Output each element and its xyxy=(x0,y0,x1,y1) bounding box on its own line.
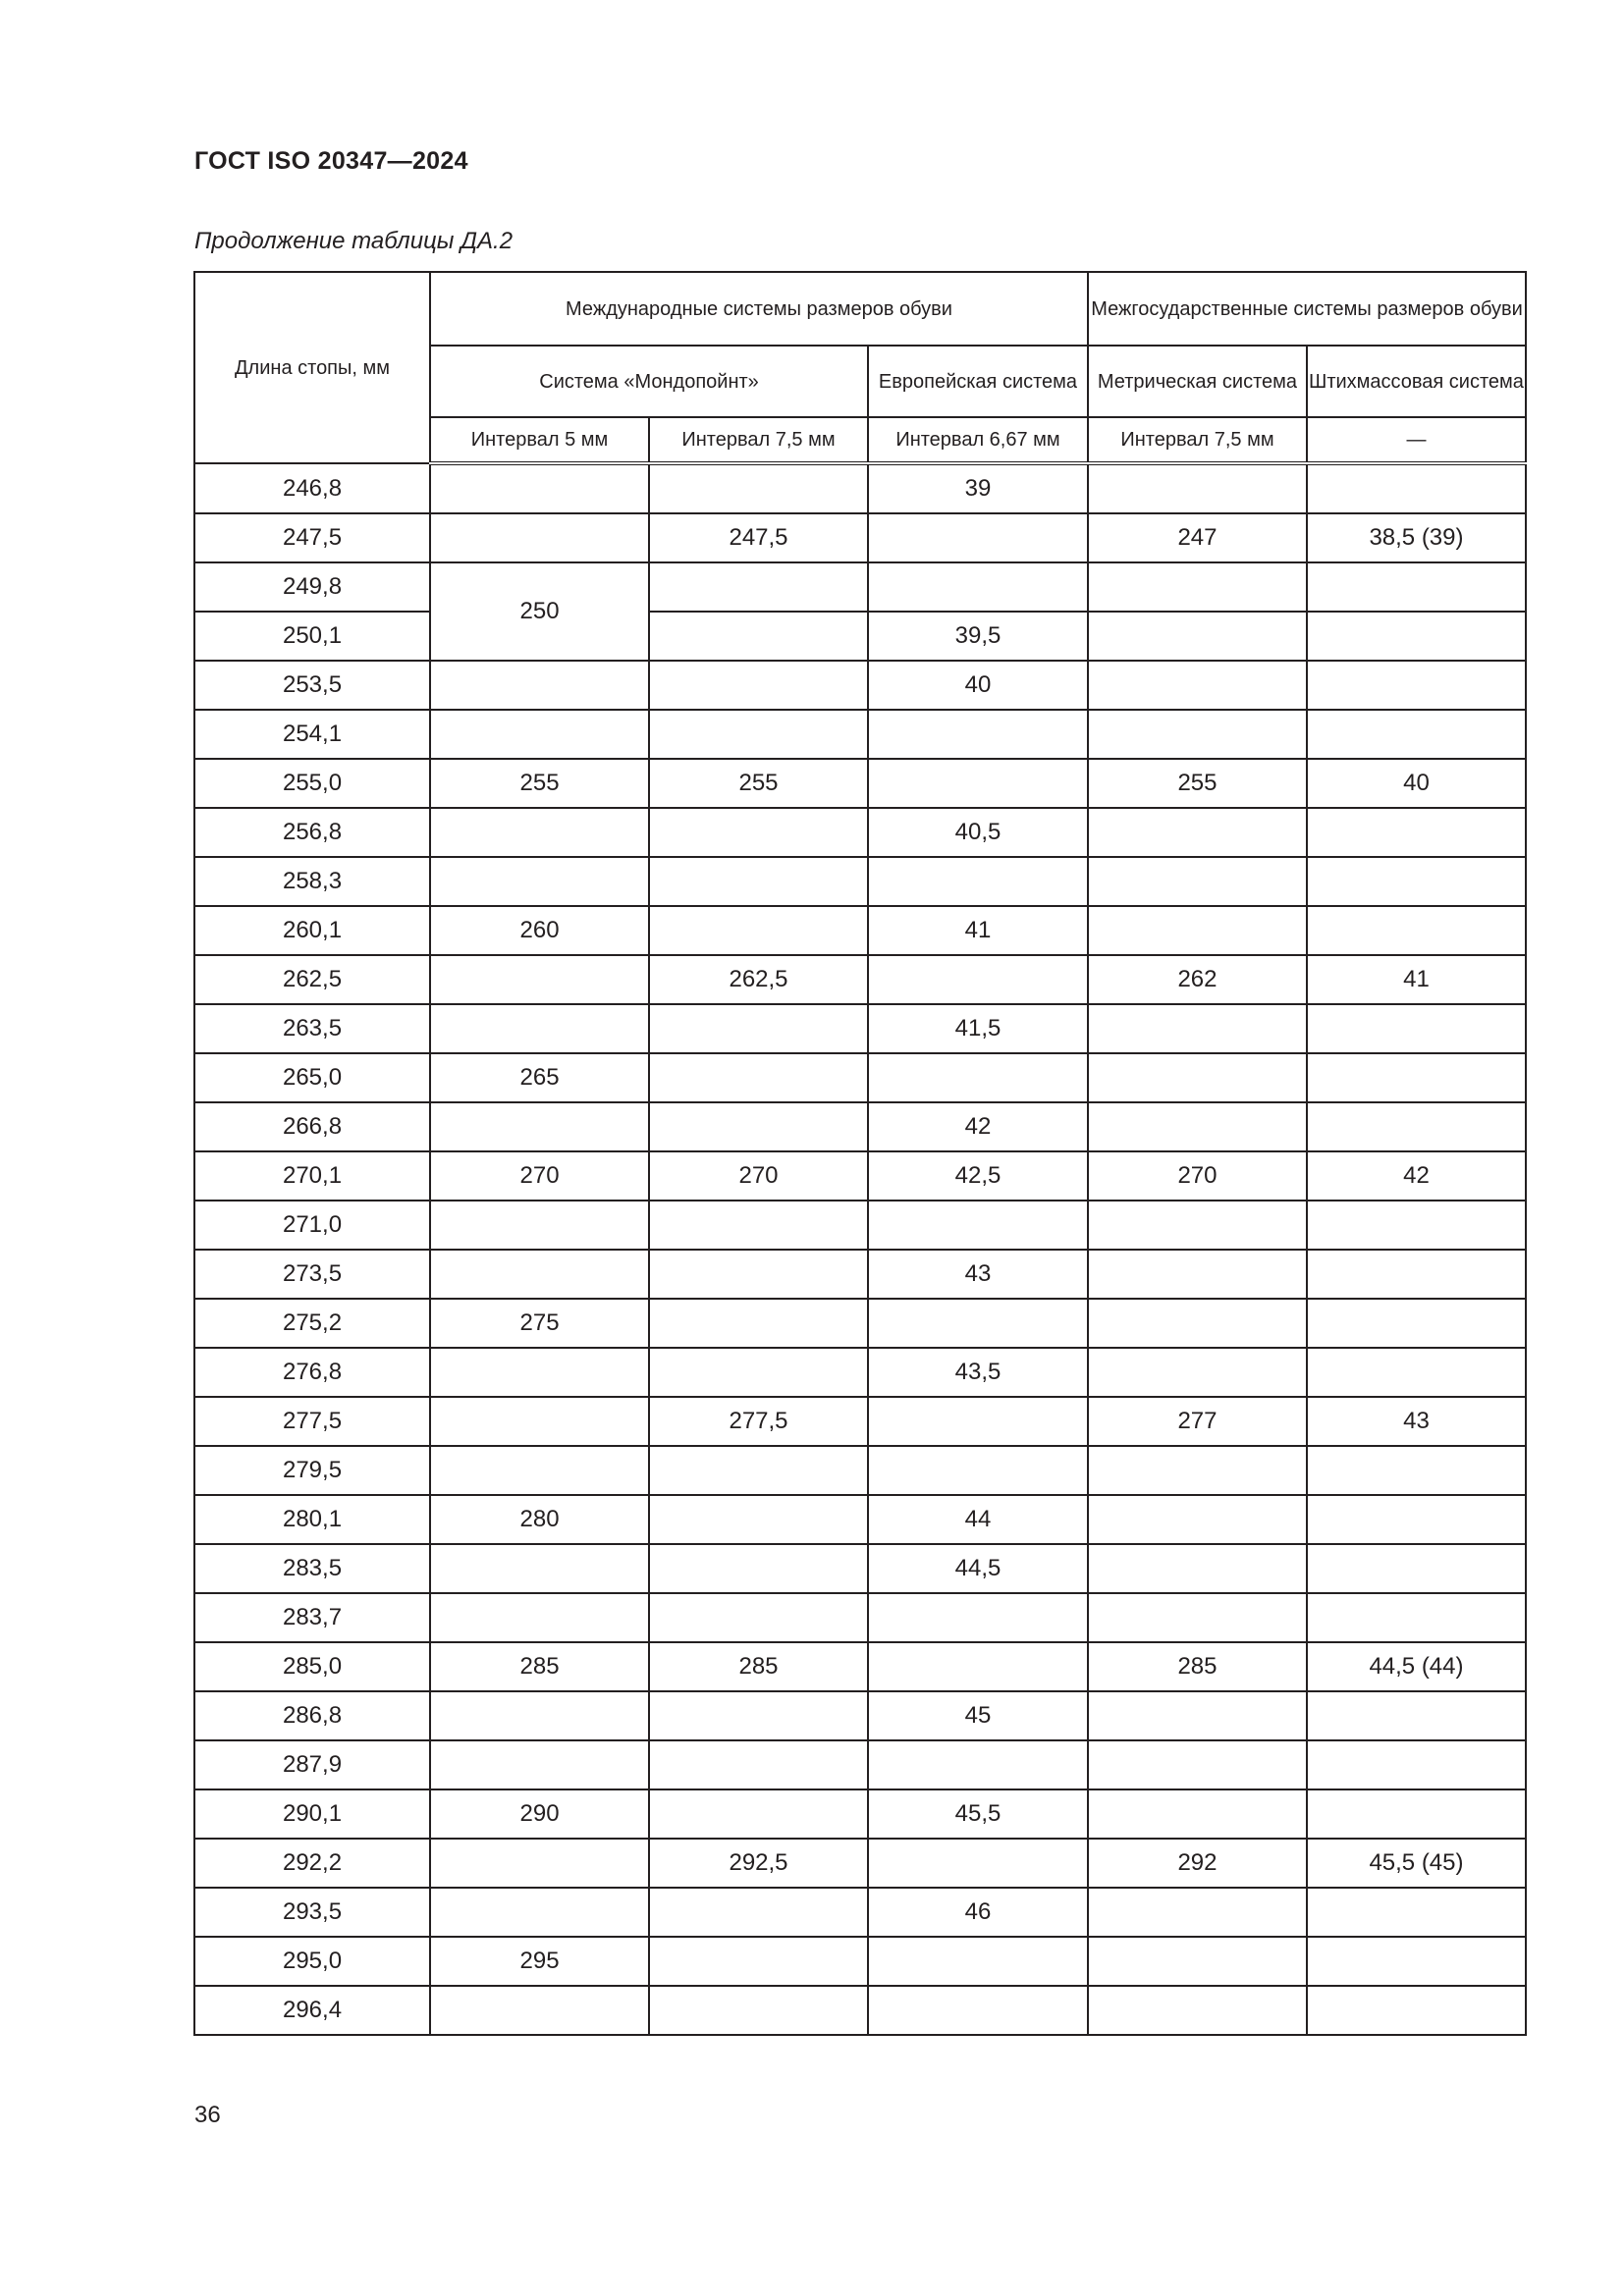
cell-mondopoint-5: 265 xyxy=(430,1053,649,1102)
cell-mondopoint-7-5 xyxy=(649,710,868,759)
cell-mondopoint-5: 255 xyxy=(430,759,649,808)
table-row xyxy=(194,1299,1526,1348)
cell-metric: 277 xyxy=(1088,1397,1307,1446)
header-interval-6-67: Интервал 6,67 мм xyxy=(868,417,1088,463)
cell-metric xyxy=(1088,1201,1307,1250)
cell-mondopoint-5 xyxy=(430,1839,649,1888)
table-row xyxy=(194,1839,1526,1888)
cell-mondopoint-5 xyxy=(430,955,649,1004)
table-row xyxy=(194,1348,1526,1397)
cell-metric xyxy=(1088,1789,1307,1839)
table-row xyxy=(194,513,1526,562)
cell-mondopoint-7-5: 285 xyxy=(649,1642,868,1691)
cell-european xyxy=(868,562,1088,612)
cell-shtikhmass xyxy=(1307,562,1526,612)
cell-mondopoint-5 xyxy=(430,1446,649,1495)
cell-foot-length: 285,0 xyxy=(194,1642,430,1691)
cell-shtikhmass xyxy=(1307,1593,1526,1642)
cell-shtikhmass xyxy=(1307,808,1526,857)
cell-european: 42,5 xyxy=(868,1151,1088,1201)
table-row xyxy=(194,1495,1526,1544)
cell-mondopoint-5 xyxy=(430,661,649,710)
cell-mondopoint-7-5 xyxy=(649,1888,868,1937)
cell-metric xyxy=(1088,1888,1307,1937)
cell-mondopoint-5 xyxy=(430,1544,649,1593)
table-row xyxy=(194,1053,1526,1102)
cell-mondopoint-7-5 xyxy=(649,1495,868,1544)
cell-european xyxy=(868,1642,1088,1691)
cell-european: 43 xyxy=(868,1250,1088,1299)
cell-mondopoint-7-5: 292,5 xyxy=(649,1839,868,1888)
cell-mondopoint-7-5 xyxy=(649,463,868,513)
cell-shtikhmass xyxy=(1307,710,1526,759)
cell-mondopoint-5: 290 xyxy=(430,1789,649,1839)
cell-mondopoint-5 xyxy=(430,1691,649,1740)
table-row xyxy=(194,1201,1526,1250)
cell-mondopoint-5 xyxy=(430,1593,649,1642)
cell-metric xyxy=(1088,1495,1307,1544)
table-row xyxy=(194,1789,1526,1839)
header-shtikhmass: Штихмассовая система xyxy=(1307,346,1526,417)
cell-shtikhmass xyxy=(1307,1691,1526,1740)
cell-metric: 285 xyxy=(1088,1642,1307,1691)
cell-mondopoint-5 xyxy=(430,710,649,759)
cell-metric xyxy=(1088,562,1307,612)
table-row xyxy=(194,1250,1526,1299)
cell-foot-length: 250,1 xyxy=(194,612,430,661)
cell-european xyxy=(868,1839,1088,1888)
header-dash: — xyxy=(1307,417,1526,463)
cell-shtikhmass: 45,5 (45) xyxy=(1307,1839,1526,1888)
cell-shtikhmass xyxy=(1307,1299,1526,1348)
cell-shtikhmass xyxy=(1307,1201,1526,1250)
header-international-systems: Международные системы размеров обуви xyxy=(430,272,1088,346)
header-interval-metric: Интервал 7,5 мм xyxy=(1088,417,1307,463)
cell-mondopoint-7-5: 247,5 xyxy=(649,513,868,562)
cell-metric xyxy=(1088,1348,1307,1397)
table-row xyxy=(194,463,1526,513)
cell-european xyxy=(868,759,1088,808)
cell-foot-length: 255,0 xyxy=(194,759,430,808)
cell-foot-length: 276,8 xyxy=(194,1348,430,1397)
cell-metric xyxy=(1088,1937,1307,1986)
cell-mondopoint-7-5 xyxy=(649,1740,868,1789)
cell-shtikhmass: 43 xyxy=(1307,1397,1526,1446)
cell-foot-length: 273,5 xyxy=(194,1250,430,1299)
cell-mondopoint-5: 280 xyxy=(430,1495,649,1544)
cell-shtikhmass: 40 xyxy=(1307,759,1526,808)
cell-foot-length: 287,9 xyxy=(194,1740,430,1789)
table-row xyxy=(194,1986,1526,2035)
table-row xyxy=(194,1642,1526,1691)
cell-shtikhmass xyxy=(1307,661,1526,710)
cell-shtikhmass xyxy=(1307,612,1526,661)
cell-european xyxy=(868,1593,1088,1642)
table-row xyxy=(194,612,1526,661)
table-row xyxy=(194,759,1526,808)
cell-foot-length: 283,5 xyxy=(194,1544,430,1593)
cell-european: 44 xyxy=(868,1495,1088,1544)
cell-metric: 292 xyxy=(1088,1839,1307,1888)
cell-metric xyxy=(1088,1691,1307,1740)
cell-shtikhmass xyxy=(1307,1102,1526,1151)
cell-foot-length: 263,5 xyxy=(194,1004,430,1053)
cell-mondopoint-7-5 xyxy=(649,1691,868,1740)
table-row xyxy=(194,1004,1526,1053)
header-metric: Метрическая система xyxy=(1088,346,1307,417)
cell-foot-length: 293,5 xyxy=(194,1888,430,1937)
cell-shtikhmass xyxy=(1307,1888,1526,1937)
table-continuation-caption: Продолжение таблицы ДА.2 xyxy=(194,228,514,254)
cell-european xyxy=(868,1201,1088,1250)
cell-shtikhmass xyxy=(1307,906,1526,955)
cell-mondopoint-7-5 xyxy=(649,612,868,661)
table-row xyxy=(194,1691,1526,1740)
cell-shtikhmass xyxy=(1307,1004,1526,1053)
table-row xyxy=(194,1888,1526,1937)
cell-shtikhmass xyxy=(1307,1986,1526,2035)
cell-mondopoint-5 xyxy=(430,857,649,906)
cell-metric: 255 xyxy=(1088,759,1307,808)
table-row xyxy=(194,1544,1526,1593)
cell-foot-length: 249,8 xyxy=(194,562,430,612)
cell-metric xyxy=(1088,1986,1307,2035)
cell-european xyxy=(868,857,1088,906)
table-row xyxy=(194,1740,1526,1789)
cell-european xyxy=(868,1740,1088,1789)
table-row xyxy=(194,661,1526,710)
cell-foot-length: 260,1 xyxy=(194,906,430,955)
cell-shtikhmass xyxy=(1307,1789,1526,1839)
cell-mondopoint-5 xyxy=(430,1397,649,1446)
cell-mondopoint-7-5 xyxy=(649,1789,868,1839)
cell-mondopoint-5: 295 xyxy=(430,1937,649,1986)
document-code: ГОСТ ISO 20347—2024 xyxy=(194,147,468,175)
cell-shtikhmass: 41 xyxy=(1307,955,1526,1004)
table-row xyxy=(194,1397,1526,1446)
cell-shtikhmass xyxy=(1307,1348,1526,1397)
cell-mondopoint-5 xyxy=(430,1348,649,1397)
cell-metric xyxy=(1088,906,1307,955)
cell-european xyxy=(868,1937,1088,1986)
cell-foot-length: 253,5 xyxy=(194,661,430,710)
cell-mondopoint-7-5 xyxy=(649,1102,868,1151)
cell-mondopoint-5: 250 xyxy=(430,562,649,661)
cell-european xyxy=(868,710,1088,759)
cell-metric xyxy=(1088,1593,1307,1642)
cell-shtikhmass: 42 xyxy=(1307,1151,1526,1201)
cell-mondopoint-7-5 xyxy=(649,661,868,710)
cell-mondopoint-7-5: 255 xyxy=(649,759,868,808)
cell-mondopoint-5 xyxy=(430,1740,649,1789)
cell-mondopoint-5: 285 xyxy=(430,1642,649,1691)
cell-foot-length: 292,2 xyxy=(194,1839,430,1888)
cell-shtikhmass xyxy=(1307,1053,1526,1102)
cell-shtikhmass xyxy=(1307,1740,1526,1789)
cell-shtikhmass xyxy=(1307,1495,1526,1544)
cell-shtikhmass: 38,5 (39) xyxy=(1307,513,1526,562)
cell-foot-length: 286,8 xyxy=(194,1691,430,1740)
cell-mondopoint-7-5: 277,5 xyxy=(649,1397,868,1446)
cell-mondopoint-5 xyxy=(430,808,649,857)
cell-mondopoint-7-5 xyxy=(649,1004,868,1053)
cell-shtikhmass xyxy=(1307,1937,1526,1986)
cell-mondopoint-5 xyxy=(430,513,649,562)
cell-foot-length: 275,2 xyxy=(194,1299,430,1348)
cell-mondopoint-7-5 xyxy=(649,1053,868,1102)
header-european: Европейская система xyxy=(868,346,1088,417)
cell-foot-length: 296,4 xyxy=(194,1986,430,2035)
cell-metric xyxy=(1088,1740,1307,1789)
cell-metric xyxy=(1088,1004,1307,1053)
cell-foot-length: 295,0 xyxy=(194,1937,430,1986)
cell-mondopoint-7-5 xyxy=(649,1201,868,1250)
cell-metric: 262 xyxy=(1088,955,1307,1004)
cell-mondopoint-7-5 xyxy=(649,857,868,906)
cell-mondopoint-7-5: 262,5 xyxy=(649,955,868,1004)
cell-european: 45,5 xyxy=(868,1789,1088,1839)
cell-foot-length: 279,5 xyxy=(194,1446,430,1495)
cell-shtikhmass xyxy=(1307,463,1526,513)
table-body xyxy=(194,463,1526,2035)
cell-mondopoint-5 xyxy=(430,463,649,513)
cell-metric: 270 xyxy=(1088,1151,1307,1201)
cell-mondopoint-7-5 xyxy=(649,1446,868,1495)
cell-mondopoint-5 xyxy=(430,1888,649,1937)
cell-european: 42 xyxy=(868,1102,1088,1151)
shoe-size-table xyxy=(193,271,1527,2036)
cell-foot-length: 265,0 xyxy=(194,1053,430,1102)
cell-foot-length: 256,8 xyxy=(194,808,430,857)
cell-metric xyxy=(1088,857,1307,906)
cell-european: 41,5 xyxy=(868,1004,1088,1053)
cell-european: 43,5 xyxy=(868,1348,1088,1397)
cell-mondopoint-5 xyxy=(430,1004,649,1053)
cell-european: 39 xyxy=(868,463,1088,513)
cell-foot-length: 266,8 xyxy=(194,1102,430,1151)
cell-european: 46 xyxy=(868,1888,1088,1937)
cell-metric xyxy=(1088,808,1307,857)
cell-mondopoint-7-5 xyxy=(649,562,868,612)
cell-mondopoint-7-5 xyxy=(649,808,868,857)
header-mondopoint: Система «Мондопойнт» xyxy=(430,346,868,417)
cell-european: 40,5 xyxy=(868,808,1088,857)
cell-mondopoint-7-5 xyxy=(649,906,868,955)
cell-metric xyxy=(1088,1446,1307,1495)
cell-european: 45 xyxy=(868,1691,1088,1740)
cell-foot-length: 247,5 xyxy=(194,513,430,562)
table-row xyxy=(194,1446,1526,1495)
cell-mondopoint-5: 275 xyxy=(430,1299,649,1348)
cell-mondopoint-7-5 xyxy=(649,1544,868,1593)
cell-foot-length: 270,1 xyxy=(194,1151,430,1201)
cell-metric: 247 xyxy=(1088,513,1307,562)
table-row xyxy=(194,1937,1526,1986)
cell-mondopoint-5 xyxy=(430,1102,649,1151)
cell-shtikhmass xyxy=(1307,1446,1526,1495)
header-interstate-systems: Межгосударственные системы размеров обуви xyxy=(1088,272,1526,346)
cell-european xyxy=(868,1397,1088,1446)
cell-european: 39,5 xyxy=(868,612,1088,661)
cell-european xyxy=(868,1446,1088,1495)
cell-european: 44,5 xyxy=(868,1544,1088,1593)
cell-european xyxy=(868,955,1088,1004)
header-foot-length: Длина стопы, мм xyxy=(194,272,430,463)
cell-mondopoint-7-5 xyxy=(649,1986,868,2035)
cell-foot-length: 246,8 xyxy=(194,463,430,513)
cell-european xyxy=(868,513,1088,562)
cell-shtikhmass: 44,5 (44) xyxy=(1307,1642,1526,1691)
table-row xyxy=(194,955,1526,1004)
cell-european xyxy=(868,1299,1088,1348)
page-number: 36 xyxy=(194,2102,221,2128)
cell-metric xyxy=(1088,1250,1307,1299)
cell-european xyxy=(868,1986,1088,2035)
cell-mondopoint-5 xyxy=(430,1986,649,2035)
cell-foot-length: 271,0 xyxy=(194,1201,430,1250)
cell-foot-length: 277,5 xyxy=(194,1397,430,1446)
cell-mondopoint-5: 270 xyxy=(430,1151,649,1201)
cell-foot-length: 290,1 xyxy=(194,1789,430,1839)
cell-metric xyxy=(1088,661,1307,710)
cell-mondopoint-5: 260 xyxy=(430,906,649,955)
cell-foot-length: 283,7 xyxy=(194,1593,430,1642)
cell-european: 40 xyxy=(868,661,1088,710)
header-interval-7-5: Интервал 7,5 мм xyxy=(649,417,868,463)
cell-mondopoint-7-5 xyxy=(649,1348,868,1397)
cell-metric xyxy=(1088,1102,1307,1151)
table-row xyxy=(194,562,1526,612)
cell-metric xyxy=(1088,1053,1307,1102)
cell-metric xyxy=(1088,1544,1307,1593)
cell-foot-length: 262,5 xyxy=(194,955,430,1004)
table-row xyxy=(194,857,1526,906)
table-row xyxy=(194,1102,1526,1151)
table-row xyxy=(194,1593,1526,1642)
cell-shtikhmass xyxy=(1307,1544,1526,1593)
cell-mondopoint-7-5 xyxy=(649,1299,868,1348)
cell-metric xyxy=(1088,463,1307,513)
cell-european xyxy=(868,1053,1088,1102)
cell-mondopoint-7-5 xyxy=(649,1593,868,1642)
cell-mondopoint-7-5 xyxy=(649,1250,868,1299)
table-row xyxy=(194,1151,1526,1201)
cell-shtikhmass xyxy=(1307,857,1526,906)
cell-shtikhmass xyxy=(1307,1250,1526,1299)
cell-mondopoint-5 xyxy=(430,1250,649,1299)
cell-mondopoint-7-5: 270 xyxy=(649,1151,868,1201)
table-row xyxy=(194,808,1526,857)
cell-metric xyxy=(1088,710,1307,759)
cell-mondopoint-7-5 xyxy=(649,1937,868,1986)
cell-metric xyxy=(1088,612,1307,661)
table-row xyxy=(194,710,1526,759)
cell-foot-length: 258,3 xyxy=(194,857,430,906)
cell-metric xyxy=(1088,1299,1307,1348)
header-interval-5: Интервал 5 мм xyxy=(430,417,649,463)
cell-foot-length: 280,1 xyxy=(194,1495,430,1544)
cell-mondopoint-5 xyxy=(430,1201,649,1250)
table-row xyxy=(194,906,1526,955)
cell-european: 41 xyxy=(868,906,1088,955)
cell-foot-length: 254,1 xyxy=(194,710,430,759)
